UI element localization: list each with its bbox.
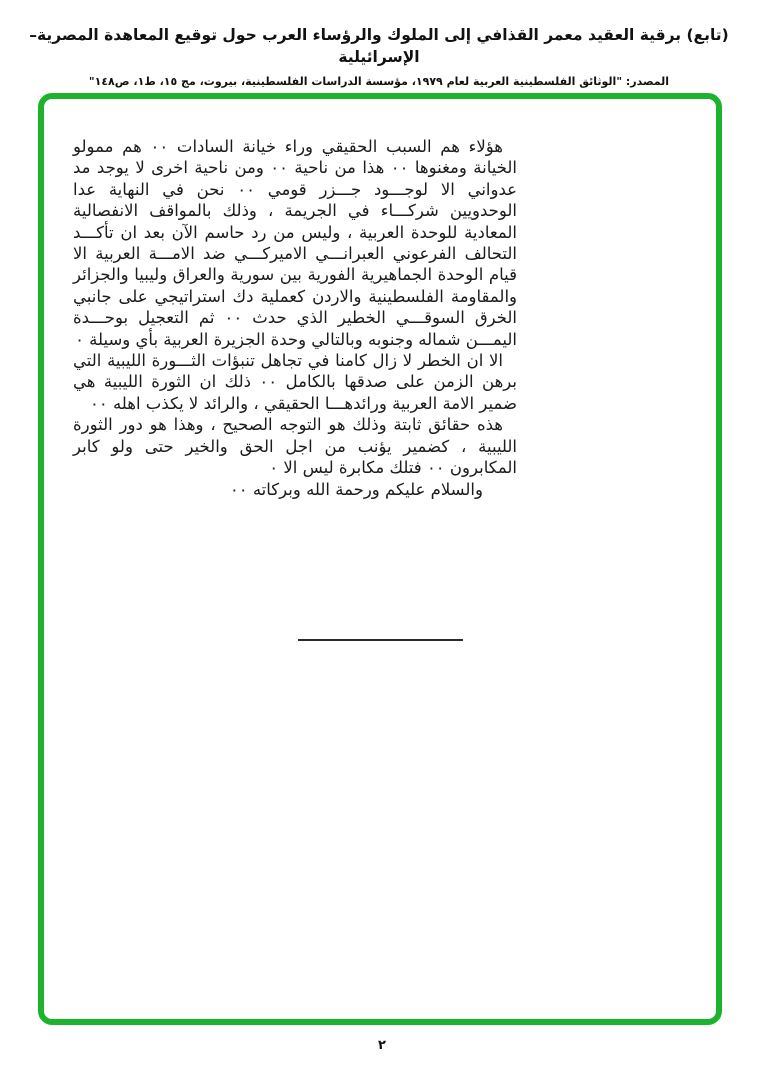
header-title: (تابع) برقية العقيد معمر القذافي إلى الملوك والرؤساء العرب حول توقيع المعاهدة المصرية– الإسرائيلية: [29, 26, 729, 66]
paragraph: هذه حقائق ثابتة وذلك هو التوجه الصحيح ، وهذا هو دور الثورة الليبية ، كضمير يؤنب من اجل الحق والخير حتى ولو كابر المكابرون ٠٠ فتلك مكابرة ليس الا ٠: [73, 415, 517, 478]
closing-line: والسلام عليكم ورحمة الله وبركاته ٠٠: [229, 479, 483, 499]
paragraph: هؤلاء هم السبب الحقيقي وراء خيانة السادات ٠٠ هم ممولو الخيانة ومغنوها ٠٠ هذا من ناحية ٠٠ ومن ناحية اخرى لا يوجد مد عدواني الا لوجـــود جـــزر قومي ٠٠ نحن في النهاية عدا الوحدويين شركـــاء في الجريمة ، وذلك بالمواقف الانفصالية المعادية للوحدة العربية ، وليس من رد حاسم الآن بعد ان تأكـــد التحالف الفرعوني العبرانـــي الاميركـــي ضد الامـــة العربية الا قيام الوحدة الجماهيرية الفورية بين سورية والعراق وليبيا والجزائر والمقاومة الفلسطينية والاردن كعملية دك استراتيجي على جانبي الخرق السوقـــي الخطير الذي حدث ٠٠ ثم التعجيل بوحـــدة اليمـــن شماله وجنوبه وبالتالي وحدة الجزيرة العربية بأي وسيلة ٠: [73, 137, 518, 349]
document-text: [73, 136, 517, 500]
paragraph: الا ان الخطر لا زال كامنا في تجاهل تنبؤات الثـــورة الليبية التي برهن الزمن على صدقها بالكامل ٠٠ ذلك ان الثورة الليبية هي ضمير الامة العربية ورائدهـــا الحقيقي ، والرائد لا يكذب اهله ٠٠: [73, 351, 517, 413]
page-number: ٢: [378, 1038, 386, 1053]
page-header: [0, 24, 758, 88]
header-source: المصدر: "الوثائق الفلسطينية العربية لعام ١٩٧٩، مؤسسة الدراسات الفلسطينية، بيروت، مج ١٥، ط١، ص١٤٨": [88, 75, 670, 88]
divider-line: [298, 639, 463, 641]
